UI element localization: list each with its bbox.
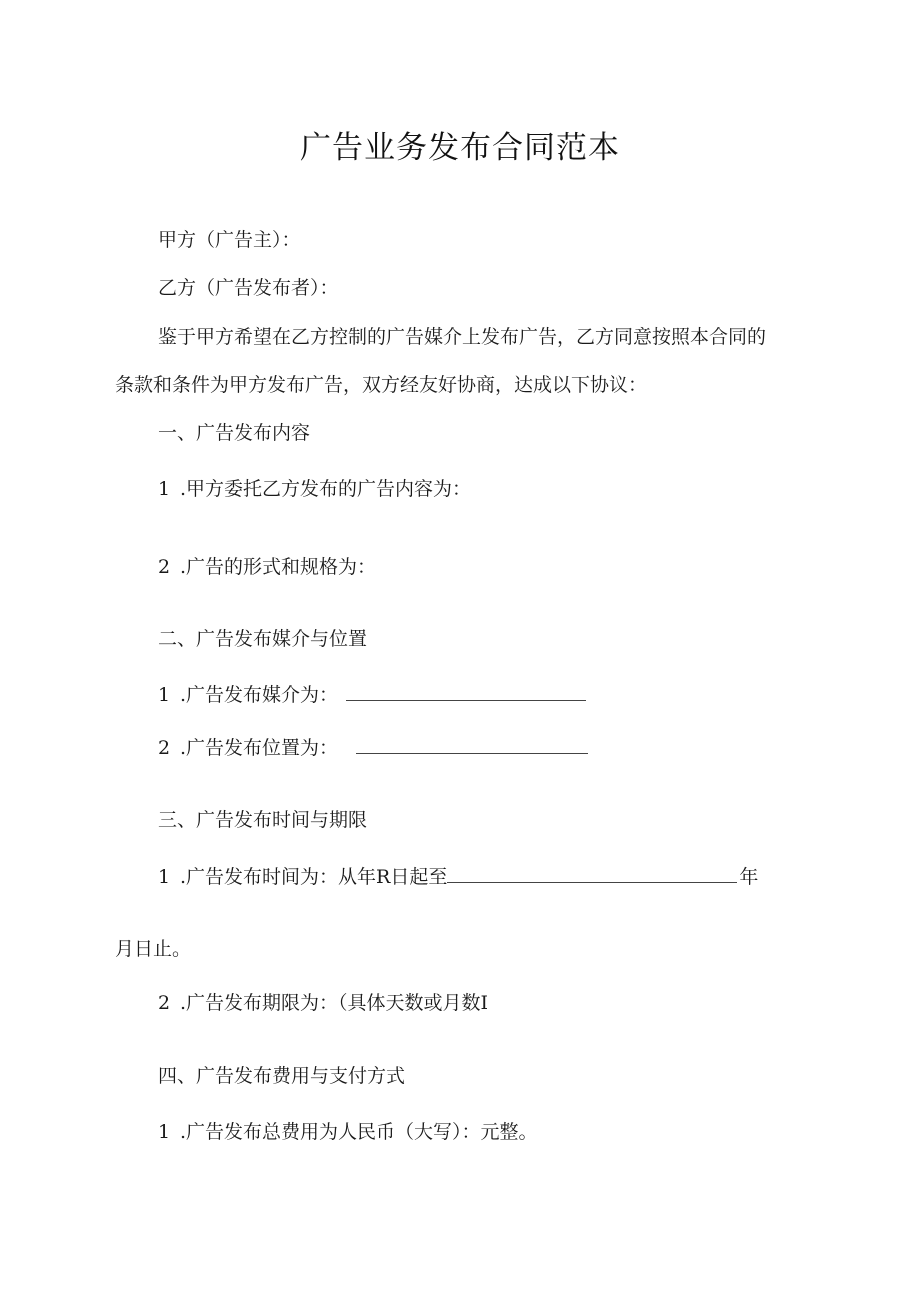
item-text: .甲方委托乙方发布的广告内容为： [180, 478, 472, 500]
item-text: .广告发布期限为：（具体天数或月数I [180, 992, 489, 1014]
item-number: 1 [158, 866, 171, 888]
section-4-heading: 四、广告发布费用与支付方式 [158, 1065, 406, 1087]
item-number: 2 [158, 737, 171, 759]
preamble-line-1: 鉴于甲方希望在乙方控制的广告媒介上发布广告，乙方同意按照本合同的 [158, 326, 767, 348]
fill-in-blank [356, 735, 588, 754]
item-number: 2 [158, 556, 171, 578]
item-suffix: 年 [739, 866, 759, 888]
fill-in-blank [447, 864, 737, 883]
section-3-heading: 三、广告发布时间与期限 [158, 809, 368, 831]
section-2-item-2 [158, 735, 588, 760]
section-1-item-1 [158, 477, 471, 501]
fill-in-blank [346, 682, 586, 701]
section-1-heading: 一、广告发布内容 [158, 422, 311, 444]
item-number: 1 [158, 684, 171, 706]
section-2-item-1 [158, 682, 586, 707]
section-3-item-1-continuation: 月日止。 [115, 938, 192, 960]
document-title: 广告业务发布合同范本 [300, 130, 620, 166]
section-4-item-1 [158, 1120, 538, 1144]
item-text: .广告发布时间为：从年R日起至 [180, 866, 448, 888]
item-text: .广告的形式和规格为： [180, 556, 377, 578]
preamble-line-2: 条款和条件为甲方发布广告，双方经友好协商，达成以下协议： [115, 374, 648, 396]
party-a-line: 甲方（广告主）： [158, 229, 301, 251]
section-2-heading: 二、广告发布媒介与位置 [158, 628, 368, 650]
item-text: .广告发布位置为： [180, 737, 339, 759]
item-text: .广告发布媒介为： [180, 684, 339, 706]
section-1-item-2 [158, 555, 376, 579]
item-number: 1 [158, 1121, 171, 1143]
item-number: 2 [158, 992, 171, 1014]
item-number: 1 [158, 478, 171, 500]
item-text: .广告发布总费用为人民币（大写）：元整。 [180, 1121, 538, 1143]
section-3-item-2 [158, 991, 488, 1015]
section-3-item-1 [158, 864, 758, 889]
party-b-line: 乙方（广告发布者）： [158, 277, 339, 299]
